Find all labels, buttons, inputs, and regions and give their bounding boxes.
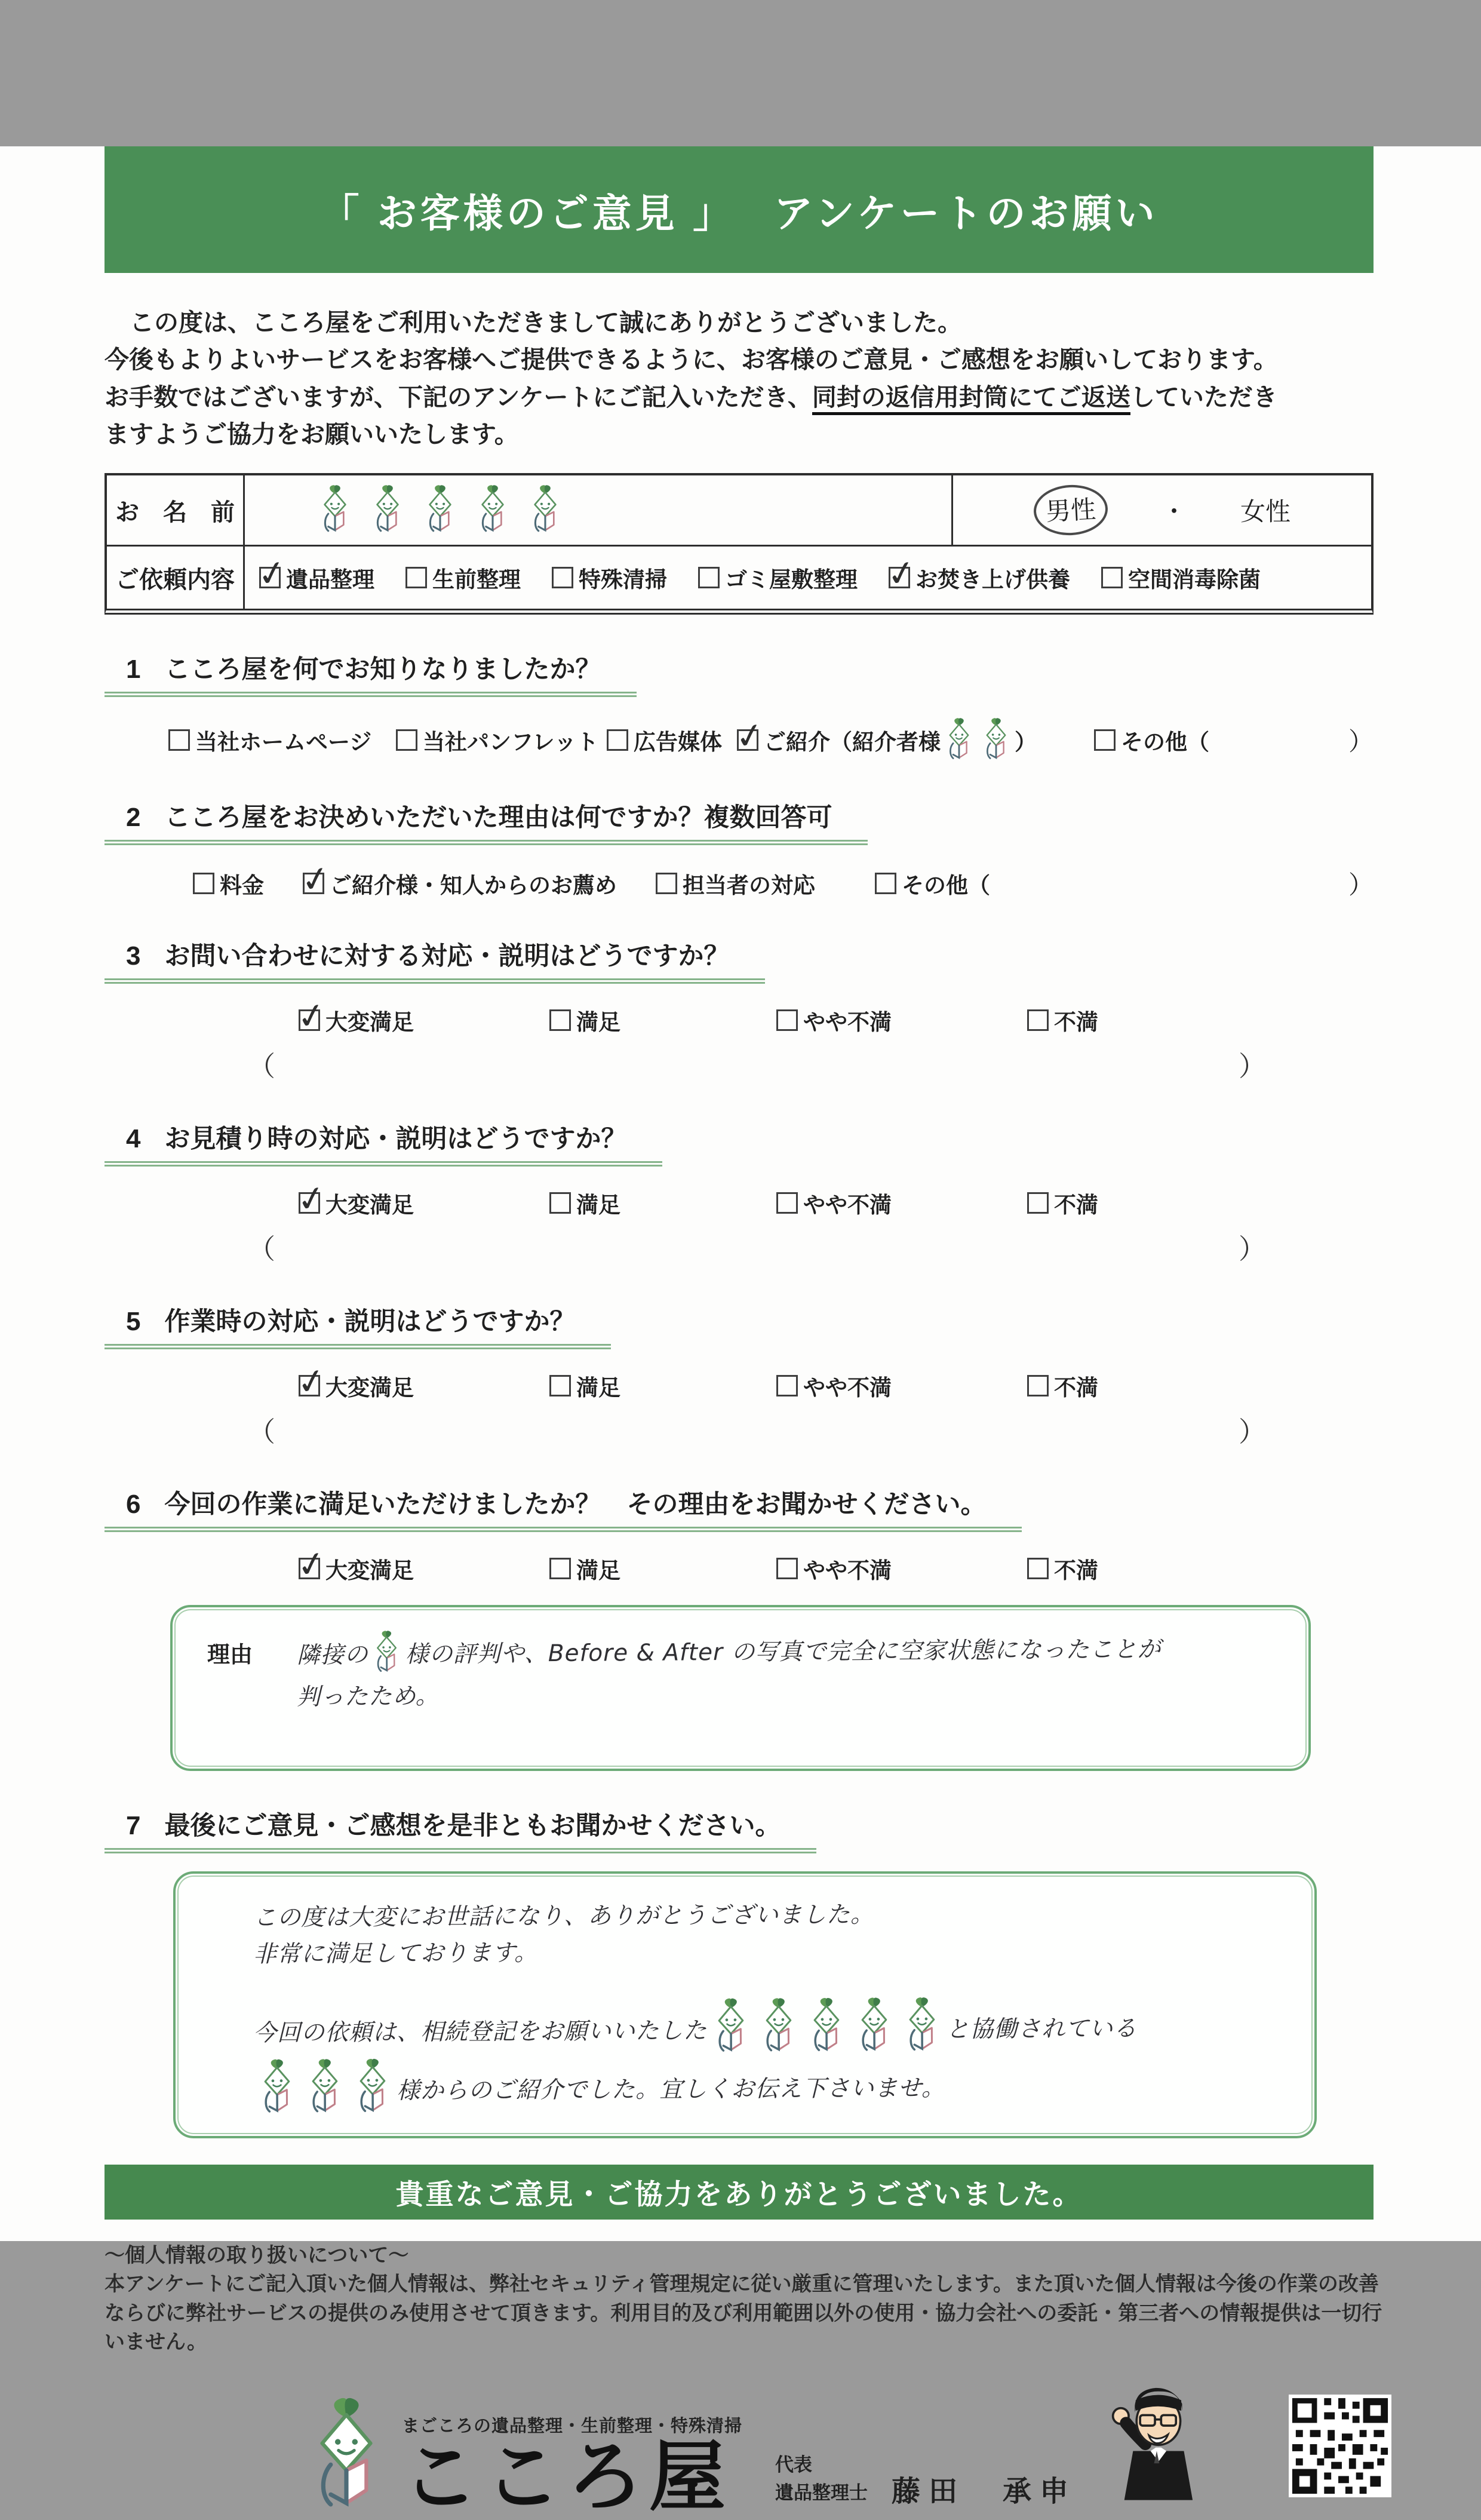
q3-option[interactable]: やや不満 [776, 1004, 1027, 1036]
checkbox-icon[interactable] [299, 1558, 320, 1579]
mascot-stamp-icon [758, 1997, 800, 2056]
checkbox-icon[interactable] [875, 873, 896, 894]
final-comment-box[interactable] [173, 1871, 1317, 2138]
privacy-line: ならびに弊社サービスの提供のみ使用させて頂きます。利用目的及び利用範囲以外の使用・協力会社への委託・第三者への情報提供は一切行いません。 [105, 2301, 1382, 2353]
question-4-options [105, 1187, 1374, 1219]
gender-male-selected[interactable]: 男性 [1033, 483, 1109, 537]
mascot-stamp-icon [527, 484, 564, 536]
checkbox-icon[interactable] [259, 567, 281, 588]
q3-comment-parens: （ ） [248, 1051, 1266, 1082]
question-5-heading: 5 作業時の対応・説明はどうですか？ [105, 1302, 611, 1349]
intro-paragraph [105, 304, 1374, 453]
q2-other-close-paren: ） [1348, 871, 1374, 900]
q3-option[interactable]: ✓ 大変満足 [299, 1004, 549, 1036]
q6-option[interactable]: ✓ 大変満足 [299, 1552, 549, 1585]
q5-comment-parens: （ ） [248, 1416, 1266, 1448]
mascot-stamp-icon [806, 1997, 848, 2055]
q1-other-close-paren: ） [1348, 728, 1374, 756]
q5-option[interactable]: ✓ 大変満足 [299, 1370, 549, 1402]
checkbox-icon[interactable] [1101, 567, 1123, 588]
question-1-options [105, 717, 1374, 763]
mascot-stamp-icon [317, 484, 354, 536]
request-option[interactable]: ✓ お焚き上げ供養 [889, 561, 1070, 594]
qr-code [1289, 2395, 1391, 2497]
checkbox-icon[interactable] [396, 729, 417, 751]
question-1-heading: 1 こころ屋を何でお知りなりましたか？ [105, 649, 637, 697]
q1-option-referral[interactable]: ✓ ご紹介（紹介者様 ） [737, 717, 1094, 763]
mascot-stamp-icon [304, 2058, 346, 2117]
q6-option[interactable]: 満足 [549, 1552, 776, 1585]
checkbox-icon[interactable] [299, 1009, 320, 1031]
checkbox-icon[interactable] [1027, 1558, 1049, 1579]
checkbox-icon[interactable] [549, 1375, 571, 1396]
comment-gap [253, 1970, 1291, 1997]
mascot-stamp-icon [370, 1630, 403, 1675]
q4-option[interactable]: ✓ 大変満足 [299, 1187, 549, 1219]
q6-option[interactable]: 不満 [1027, 1552, 1374, 1585]
q5-option[interactable]: やや不満 [776, 1370, 1027, 1402]
checkbox-icon[interactable] [698, 567, 720, 588]
question-5-options [105, 1370, 1374, 1402]
header-banner [105, 146, 1374, 273]
q1-option[interactable]: 当社ホームページ [168, 724, 396, 756]
q2-option[interactable]: 料金 [193, 867, 303, 900]
intro-line: ますようご協力をお願いいたします。 [105, 420, 519, 448]
q3-option[interactable]: 満足 [549, 1004, 776, 1036]
request-row [107, 547, 1371, 609]
question-2-heading: 2 こころ屋をお決めいただいた理由は何ですか？複数回答可 [105, 797, 868, 845]
mascot-logo-icon [302, 2396, 391, 2516]
checkbox-icon[interactable] [299, 1192, 320, 1214]
checkbox-icon[interactable] [299, 1375, 320, 1396]
question-1 [105, 649, 1374, 763]
question-7 [105, 1806, 1374, 2138]
checkbox-icon[interactable] [776, 1375, 798, 1396]
checkbox-icon[interactable] [776, 1192, 798, 1214]
checkbox-icon[interactable] [552, 567, 573, 588]
question-6-heading: 6 今回の作業に満足いただけましたか？ その理由をお聞かせください。 [105, 1484, 1022, 1532]
mascot-stamp-icon [943, 717, 975, 763]
reason-handwriting: 隣接の 様の評判や、Before & After の写真で完全に空家状態になったことが 判ったため。 [296, 1620, 1162, 1756]
question-4-heading: 4 お見積り時の対応・説明はどうですか？ [105, 1119, 662, 1167]
return-envelope-emphasis: 同封の返信用封筒にてご返送 [812, 383, 1130, 415]
checkbox-icon[interactable] [303, 873, 324, 894]
mascot-stamp-icon [352, 2058, 394, 2116]
brand-tagline: まごころの遺品整理・生前整理・特殊清掃 [402, 2417, 743, 2436]
question-7-heading: 7 最後にご意見・ご感想を是非ともお聞かせください。 [105, 1806, 816, 1853]
intro-line: 今後もよりよいサービスをお客様へご提供できるように、お客様のご意見・ご感想をお願いしております。 [105, 346, 1278, 374]
customer-info-table [105, 473, 1374, 615]
company-logo [302, 2396, 743, 2520]
checkbox-icon[interactable] [549, 1009, 571, 1031]
question-5 [105, 1302, 1374, 1450]
q1-option-other[interactable]: その他（ [1094, 724, 1291, 756]
request-option[interactable]: 特殊清掃 [552, 561, 667, 594]
question-6-options [105, 1552, 1374, 1585]
reason-label: 理由 [207, 1643, 253, 1668]
request-option[interactable]: 生前整理 [405, 561, 521, 594]
checkbox-icon[interactable] [1027, 1192, 1049, 1214]
checkbox-icon[interactable] [405, 567, 427, 588]
checkbox-icon[interactable] [1094, 729, 1116, 751]
checkbox-icon[interactable] [549, 1192, 571, 1214]
q1-option[interactable]: 当社パンフレット [396, 724, 607, 756]
q2-option[interactable]: ✓ ご紹介様・知人からのお薦め [303, 867, 656, 900]
q6-option[interactable]: やや不満 [776, 1552, 1027, 1585]
mascot-stamp-icon [710, 1997, 752, 2056]
question-2-options [105, 865, 1374, 901]
mascot-stamp-icon [980, 717, 1012, 763]
intro-line: この度は、こころ屋をご利用いただきまして誠にありがとうございました。 [130, 309, 962, 336]
request-options [245, 561, 1371, 594]
comment-handwriting-line: 非常に満足しております。 [253, 1939, 539, 1968]
q3-option[interactable]: 不満 [1027, 1004, 1374, 1036]
checkbox-icon[interactable] [776, 1009, 798, 1031]
representative-name: 藤田 承申 [892, 2476, 1077, 2508]
q2-option[interactable]: 担当者の対応 [656, 867, 875, 900]
comment-handwriting-line: この度は大変にお世話になり、ありがとうございました。 [253, 1901, 875, 1932]
q2-option-other[interactable]: その他（ [875, 867, 1072, 900]
comment-handwriting-line: 今回の依頼は、相続登記をお願いいたした と協働されている [253, 1995, 1291, 2059]
checkbox-icon[interactable] [607, 729, 628, 751]
request-label: ご依頼内容 [107, 547, 245, 609]
checkbox-icon[interactable] [549, 1558, 571, 1579]
mascot-stamp-icon [369, 484, 406, 536]
checkbox-icon[interactable] [737, 729, 758, 751]
q5-option[interactable]: 満足 [549, 1370, 776, 1402]
q5-option[interactable]: 不満 [1027, 1370, 1374, 1402]
request-option[interactable]: 空間消毒除菌 [1101, 561, 1261, 594]
checkbox-icon[interactable] [193, 873, 214, 894]
q4-option[interactable]: 満足 [549, 1187, 776, 1219]
gender-field [951, 475, 1371, 545]
checkbox-icon[interactable] [1027, 1375, 1049, 1396]
privacy-line: 本アンケートにご記入頂いた個人情報は、弊社セキュリティ管理規定に従い厳重に管理いたします。また頂いた個人情報は今後の作業の改善 [105, 2273, 1379, 2296]
mascot-stamp-icon [853, 1997, 896, 2055]
request-option[interactable]: ✓ 遺品整理 [259, 561, 374, 594]
checkbox-icon[interactable] [889, 567, 910, 588]
question-3-options [105, 1004, 1374, 1036]
mascot-stamp-icon [256, 2058, 299, 2117]
q4-option[interactable]: 不満 [1027, 1187, 1374, 1219]
question-4 [105, 1119, 1374, 1267]
question-2 [105, 797, 1374, 901]
checkbox-icon[interactable] [776, 1558, 798, 1579]
thanks-text: 貴重なご意見・ご協力をありがとうございました。 [395, 2178, 1083, 2210]
question-6 [105, 1484, 1374, 1771]
q1-option[interactable]: 広告媒体 [607, 724, 737, 756]
gender-female[interactable]: 女性 [1240, 498, 1291, 526]
mascot-stamp-icon [474, 484, 511, 536]
q4-comment-parens: （ ） [248, 1233, 1266, 1265]
gender-separator: ・ [1161, 498, 1187, 526]
name-label: お 名 前 [107, 475, 245, 545]
privacy-notice [105, 2241, 1397, 2356]
checkbox-icon[interactable] [168, 729, 190, 751]
page-title: 「 お客様のご意見 」 アンケートのお願い [319, 191, 1159, 235]
question-3 [105, 936, 1374, 1084]
mascot-stamp-icon [901, 1997, 944, 2055]
checkbox-icon[interactable] [1027, 1009, 1049, 1031]
reason-answer-box[interactable] [170, 1605, 1311, 1771]
mascot-stamp-icon [422, 484, 459, 536]
request-option[interactable]: ゴミ屋敷整理 [698, 561, 858, 594]
q4-option[interactable]: やや不満 [776, 1187, 1027, 1219]
survey-scan-page [0, 146, 1481, 2520]
question-3-heading: 3 お問い合わせに対する対応・説明はどうですか？ [105, 936, 765, 984]
name-row [107, 475, 1371, 547]
representative-illustration [1101, 2386, 1211, 2518]
checkbox-icon[interactable] [656, 873, 677, 894]
company-footer [105, 2395, 1391, 2518]
name-field-masked[interactable] [245, 475, 951, 545]
representative-titles: 代表 遺品整理士 [775, 2454, 868, 2503]
comment-handwriting-line: 様からのご紹介でした。宜しくお伝え下さいませ。 [253, 2054, 1291, 2117]
privacy-heading: ～個人情報の取り扱いについて～ [105, 2244, 409, 2267]
intro-line: お手数ではございますが、下記のアンケートにご記入いただき、同封の返信用封筒にてご返送していただき [105, 379, 1374, 416]
thanks-bar [105, 2165, 1374, 2220]
brand-name: こころ屋 [402, 2435, 732, 2520]
